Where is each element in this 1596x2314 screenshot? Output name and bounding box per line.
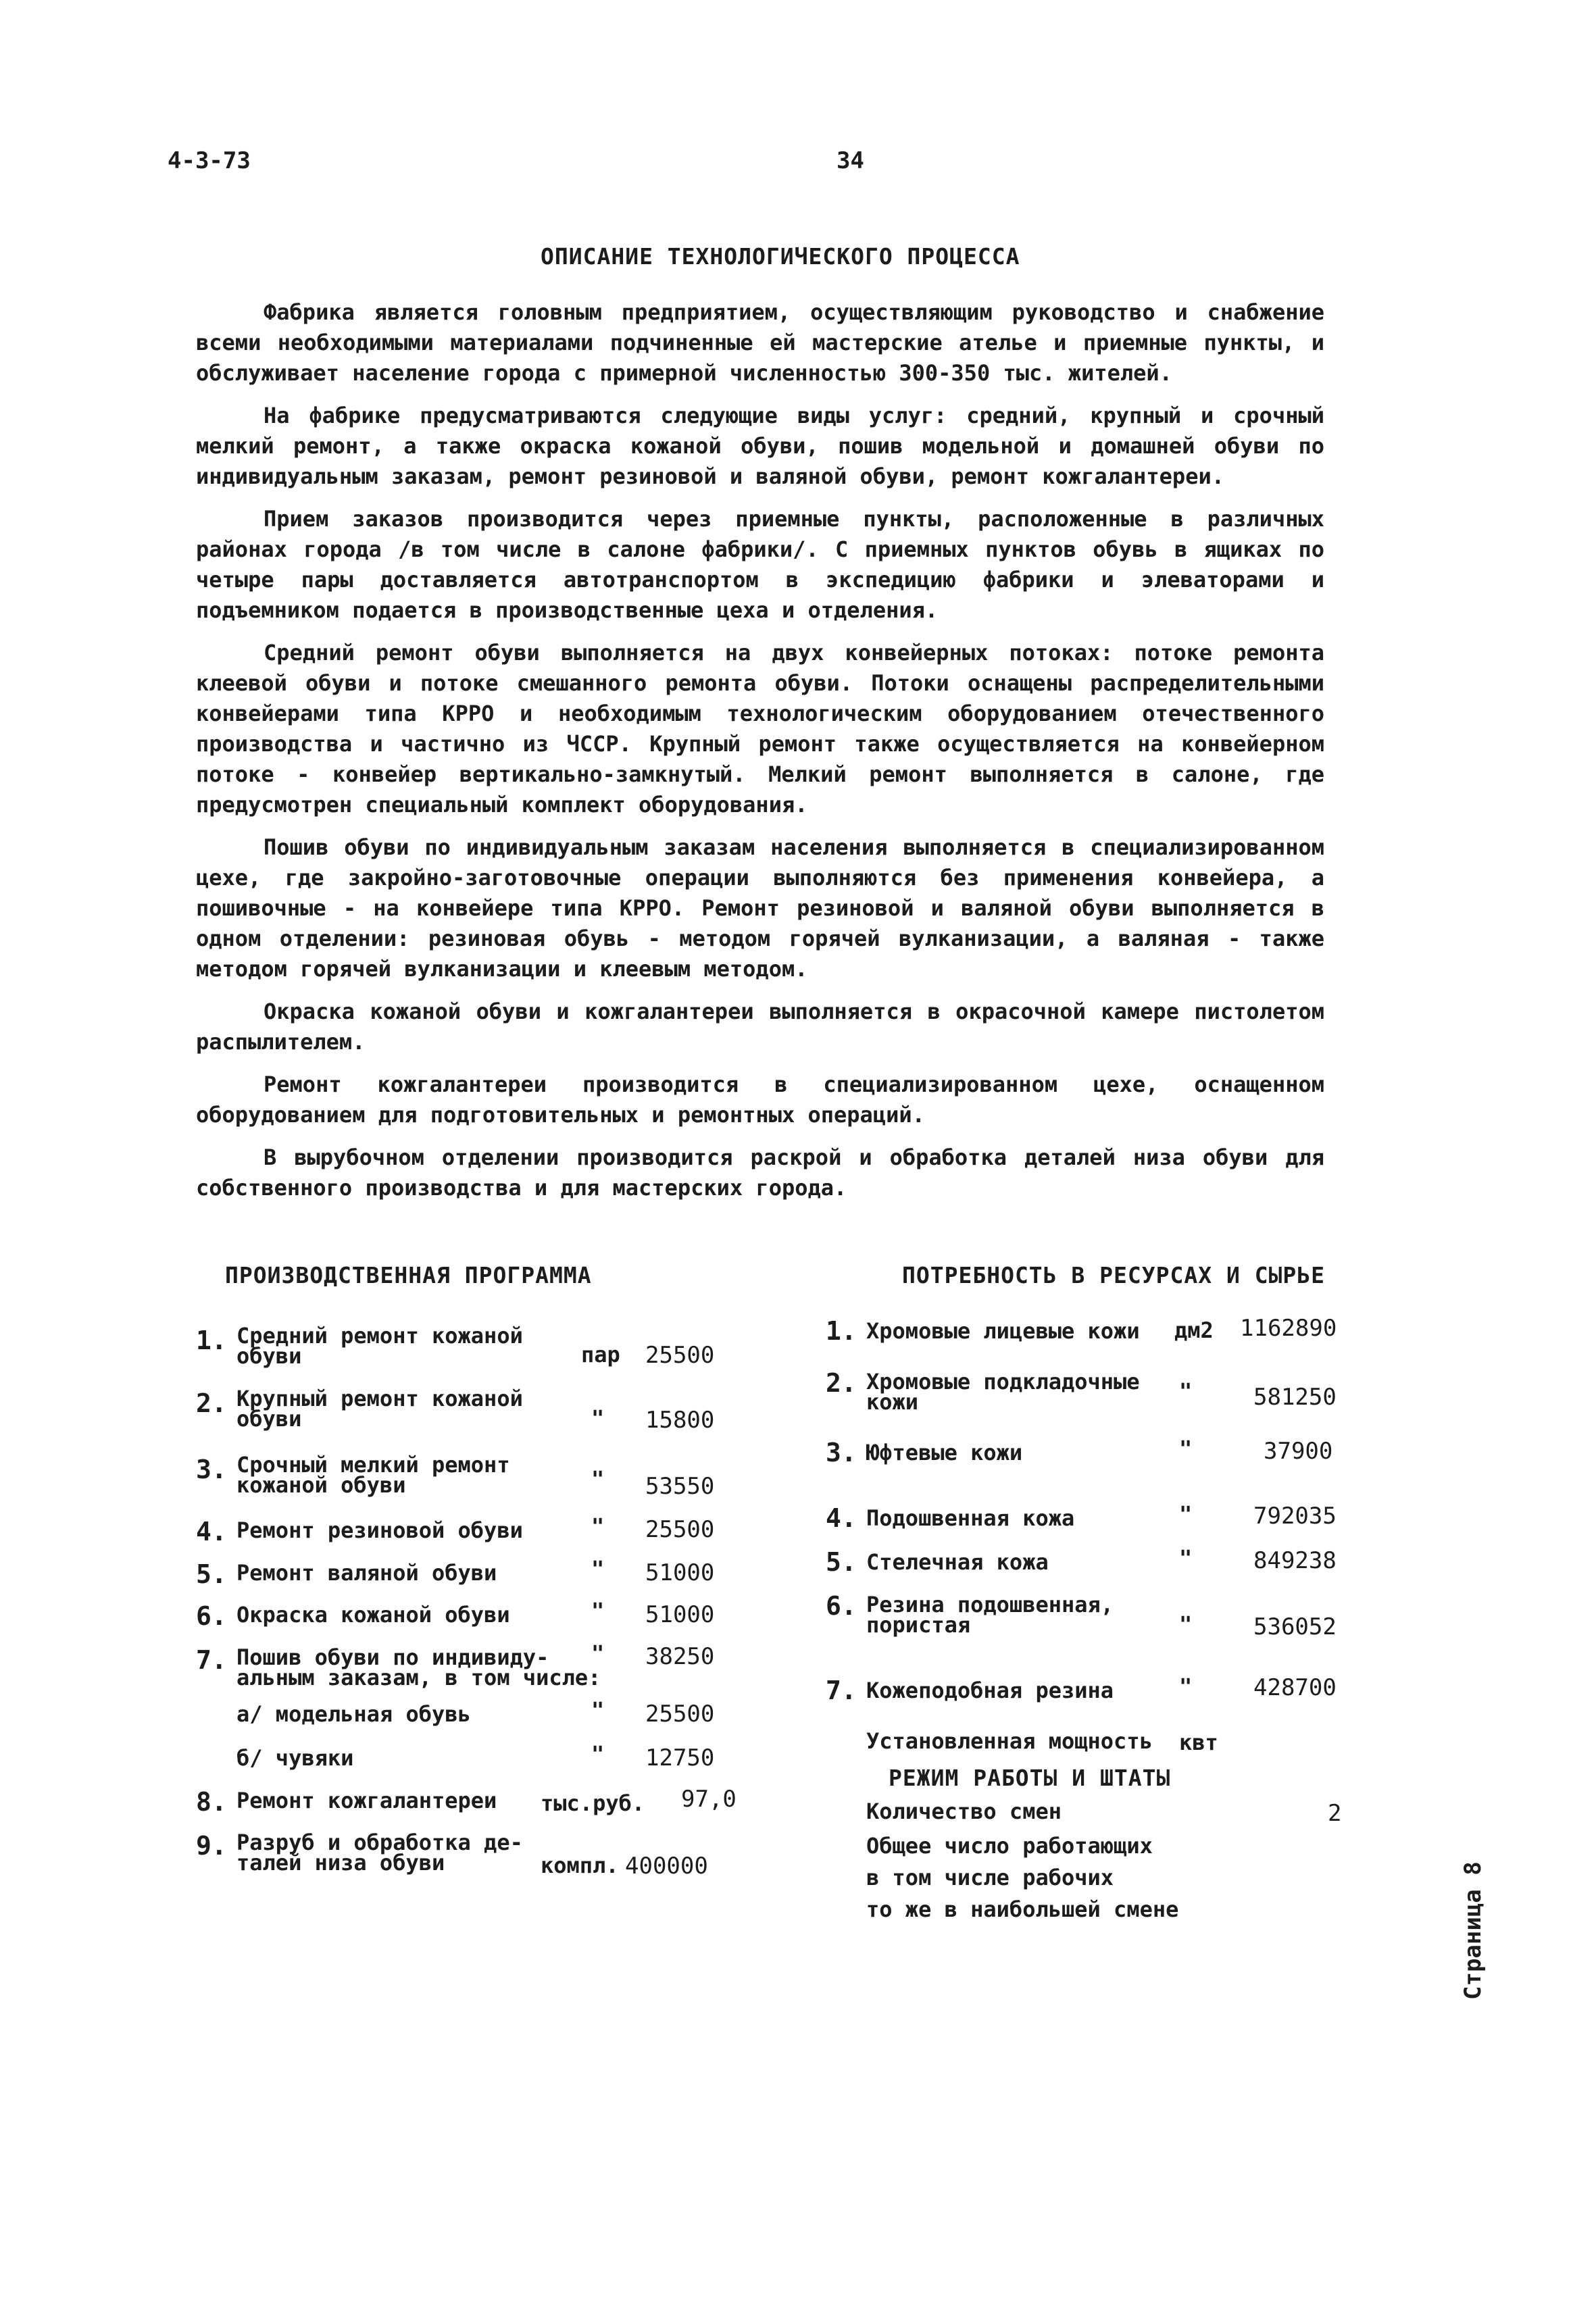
item-number: 7. — [826, 1676, 857, 1705]
item-number: 9. — [196, 1831, 227, 1861]
item-unit: " — [591, 1556, 605, 1582]
section-title: ОПИСАНИЕ ТЕХНОЛОГИЧЕСКОГО ПРОЦЕССА — [541, 243, 1020, 270]
resources-heading: ПОТРЕБНОСТЬ В РЕСУРСАХ И СЫРЬЕ — [902, 1262, 1326, 1288]
item-label: Ремонт валяной обуви — [236, 1560, 497, 1586]
item-value: 37900 — [1264, 1438, 1333, 1465]
item-label: Окраска кожаной обуви — [236, 1602, 510, 1628]
item-label: Хромовые подкладочные кожи — [866, 1369, 1140, 1415]
item-label: Кожеподобная резина — [866, 1678, 1114, 1703]
item-number: 1. — [196, 1326, 227, 1355]
item-value: 428700 — [1253, 1674, 1337, 1701]
item-value: 15800 — [645, 1407, 715, 1434]
item-label: Стелечная кожа — [866, 1549, 1049, 1575]
item-value: 1162890 — [1240, 1315, 1337, 1342]
item-unit: " — [1179, 1501, 1193, 1527]
item-value: 849238 — [1253, 1547, 1337, 1574]
shifts-value: 2 — [1328, 1800, 1342, 1827]
item-unit: " — [1179, 1378, 1193, 1404]
side-page-note: Страница 8 — [1460, 1861, 1487, 2000]
item-number: 2. — [196, 1388, 227, 1418]
item-label: Хромовые лицевые кожи — [866, 1318, 1140, 1344]
item-value: 25500 — [645, 1516, 715, 1543]
item-value: 400000 — [625, 1853, 708, 1880]
workers-max-shift-label: то же в наибольшей смене — [866, 1896, 1179, 1922]
paragraph: Фабрика является головным предприятием, осуществляющим руководство и снабжение всеми необходимыми материалами подчиненные ей мастерские ателье и приемные пункты, и обслуживает население города с примерной численностью 300-350 тыс. жителей. — [196, 299, 1324, 386]
item-number: 3. — [826, 1438, 857, 1467]
paragraph: На фабрике предусматриваются следующие виды услуг: средний, крупный и срочный мелкий ремонт, а также окраска кожаной обуви, пошив модельной и домашней обуви по индивидуальным заказам, ремонт резиновой и валяной обуви, ремонт кожгалантереи. — [196, 403, 1324, 489]
item-value: 536052 — [1253, 1613, 1337, 1640]
item-value: 53550 — [645, 1473, 715, 1500]
item-label: Срочный мелкий ремонт кожаной обуви — [236, 1452, 510, 1498]
workers-total-label: Общее число работающих — [866, 1833, 1153, 1859]
item-unit: " — [591, 1405, 605, 1431]
page-number: 34 — [837, 147, 864, 174]
item-value: 12750 — [645, 1744, 715, 1771]
installed-power-label: Установленная мощность — [866, 1728, 1153, 1754]
item-value: 38250 — [645, 1643, 715, 1670]
item-unit: " — [1179, 1545, 1193, 1571]
item-unit: дм2 — [1174, 1317, 1214, 1343]
staff-heading: РЕЖИМ РАБОТЫ И ШТАТЫ — [889, 1765, 1171, 1791]
item-number: 3. — [196, 1455, 227, 1484]
item-number: 6. — [196, 1601, 227, 1631]
item-label: Пошив обуви по индивиду- альным заказам, в том числе: — [236, 1644, 601, 1690]
paragraph: Средний ремонт обуви выполняется на двух конвейерных потоках: потоке ремонта клеевой обуви и потоке смешанного ремонта обуви. Потоки оснащены распределительными конвейерами типа КРРО и необходимым технологическим оборудованием отечественного производства и частично из ЧССР. Крупный ремонт также осуществляется на конвейерном потоке - конвейер вертикально-замкнутый. Мелкий ремонт выполняется в салоне, где предусмотрен специальный комплект оборудования. — [196, 640, 1324, 818]
item-value: 25500 — [645, 1701, 715, 1728]
shifts-label: Количество смен — [866, 1799, 1062, 1824]
item-unit: " — [591, 1640, 605, 1666]
item-number: 8. — [196, 1787, 227, 1817]
item-number: 4. — [196, 1517, 227, 1546]
item-label: а/ модельная обувь — [236, 1701, 471, 1727]
description-body — [196, 297, 1324, 1215]
item-unit: " — [591, 1697, 605, 1723]
paragraph: Пошив обуви по индивидуальным заказам населения выполняется в специализированном цехе, где закройно-заготовочные операции выполняются без применения конвейера, а пошивочные - на конвейере типа КРРО. Ремонт резиновой и валяной обуви выполняется в одном отделении: резиновая обувь - методом горячей вулканизации, а валяная - также методом горячей вулканизации и клеевым методом. — [196, 834, 1324, 982]
paragraph: Окраска кожаной обуви и кожгалантереи выполняется в окрасочной камере пистолетом распылителем. — [196, 999, 1324, 1055]
item-label: Резина подошвенная, пористая — [866, 1592, 1114, 1638]
item-value: 97,0 — [681, 1786, 737, 1813]
item-number: 7. — [196, 1645, 227, 1675]
item-unit: " — [1179, 1674, 1193, 1699]
item-number: 1. — [826, 1316, 857, 1346]
paragraph: В вырубочном отделении производится раскрой и обработка деталей низа обуви для собственного производства и для мастерских города. — [196, 1145, 1324, 1201]
item-value: 792035 — [1253, 1503, 1337, 1530]
item-unit: " — [1179, 1436, 1193, 1461]
item-value: 25500 — [645, 1342, 715, 1369]
item-number: 5. — [826, 1547, 857, 1577]
item-unit: " — [591, 1598, 605, 1624]
item-label: Разруб и обработка де- талей низа обуви — [236, 1830, 523, 1876]
installed-power-unit: квт — [1179, 1730, 1218, 1755]
paragraph: Ремонт кожгалантереи производится в специализированном цехе, оснащенном оборудованием для подготовительных и ремонтных операций. — [196, 1072, 1324, 1128]
document-code: 4-3-73 — [168, 147, 251, 174]
item-label: Ремонт кожгалантереи — [236, 1788, 497, 1813]
paragraph: Прием заказов производится через приемные пункты, расположенные в различных районах города /в том числе в салоне фабрики/. С приемных пунктов обувь в ящиках по четыре пары доставляется автотранспортом в экспедицию фабрики и элеваторами и подъемником подается в производственные цеха и отделения. — [196, 506, 1324, 623]
item-unit: компл. — [541, 1853, 619, 1878]
item-number: 2. — [826, 1368, 857, 1398]
item-label: Подошвенная кожа — [866, 1505, 1075, 1531]
item-value: 51000 — [645, 1601, 715, 1628]
item-unit: " — [1179, 1611, 1193, 1637]
item-label: Средний ремонт кожаной обуви — [236, 1323, 523, 1369]
program-heading: ПРОИЗВОДСТВЕННАЯ ПРОГРАММА — [225, 1262, 592, 1288]
item-unit: тыс.руб. — [541, 1790, 645, 1816]
item-value: 51000 — [645, 1559, 715, 1586]
item-value: 581250 — [1253, 1384, 1337, 1411]
item-number: 4. — [826, 1503, 857, 1533]
item-label: Ремонт резиновой обуви — [236, 1517, 523, 1543]
workers-sub-label: в том числе рабочих — [866, 1865, 1114, 1890]
item-label: б/ чувяки — [236, 1745, 354, 1771]
item-number: 6. — [826, 1591, 857, 1621]
item-label: Юфтевые кожи — [866, 1440, 1023, 1465]
item-unit: пар — [581, 1342, 620, 1367]
item-unit: " — [591, 1513, 605, 1539]
item-unit: " — [591, 1741, 605, 1767]
item-unit: " — [591, 1466, 605, 1492]
item-label: Крупный ремонт кожаной обуви — [236, 1386, 523, 1432]
item-number: 5. — [196, 1559, 227, 1589]
